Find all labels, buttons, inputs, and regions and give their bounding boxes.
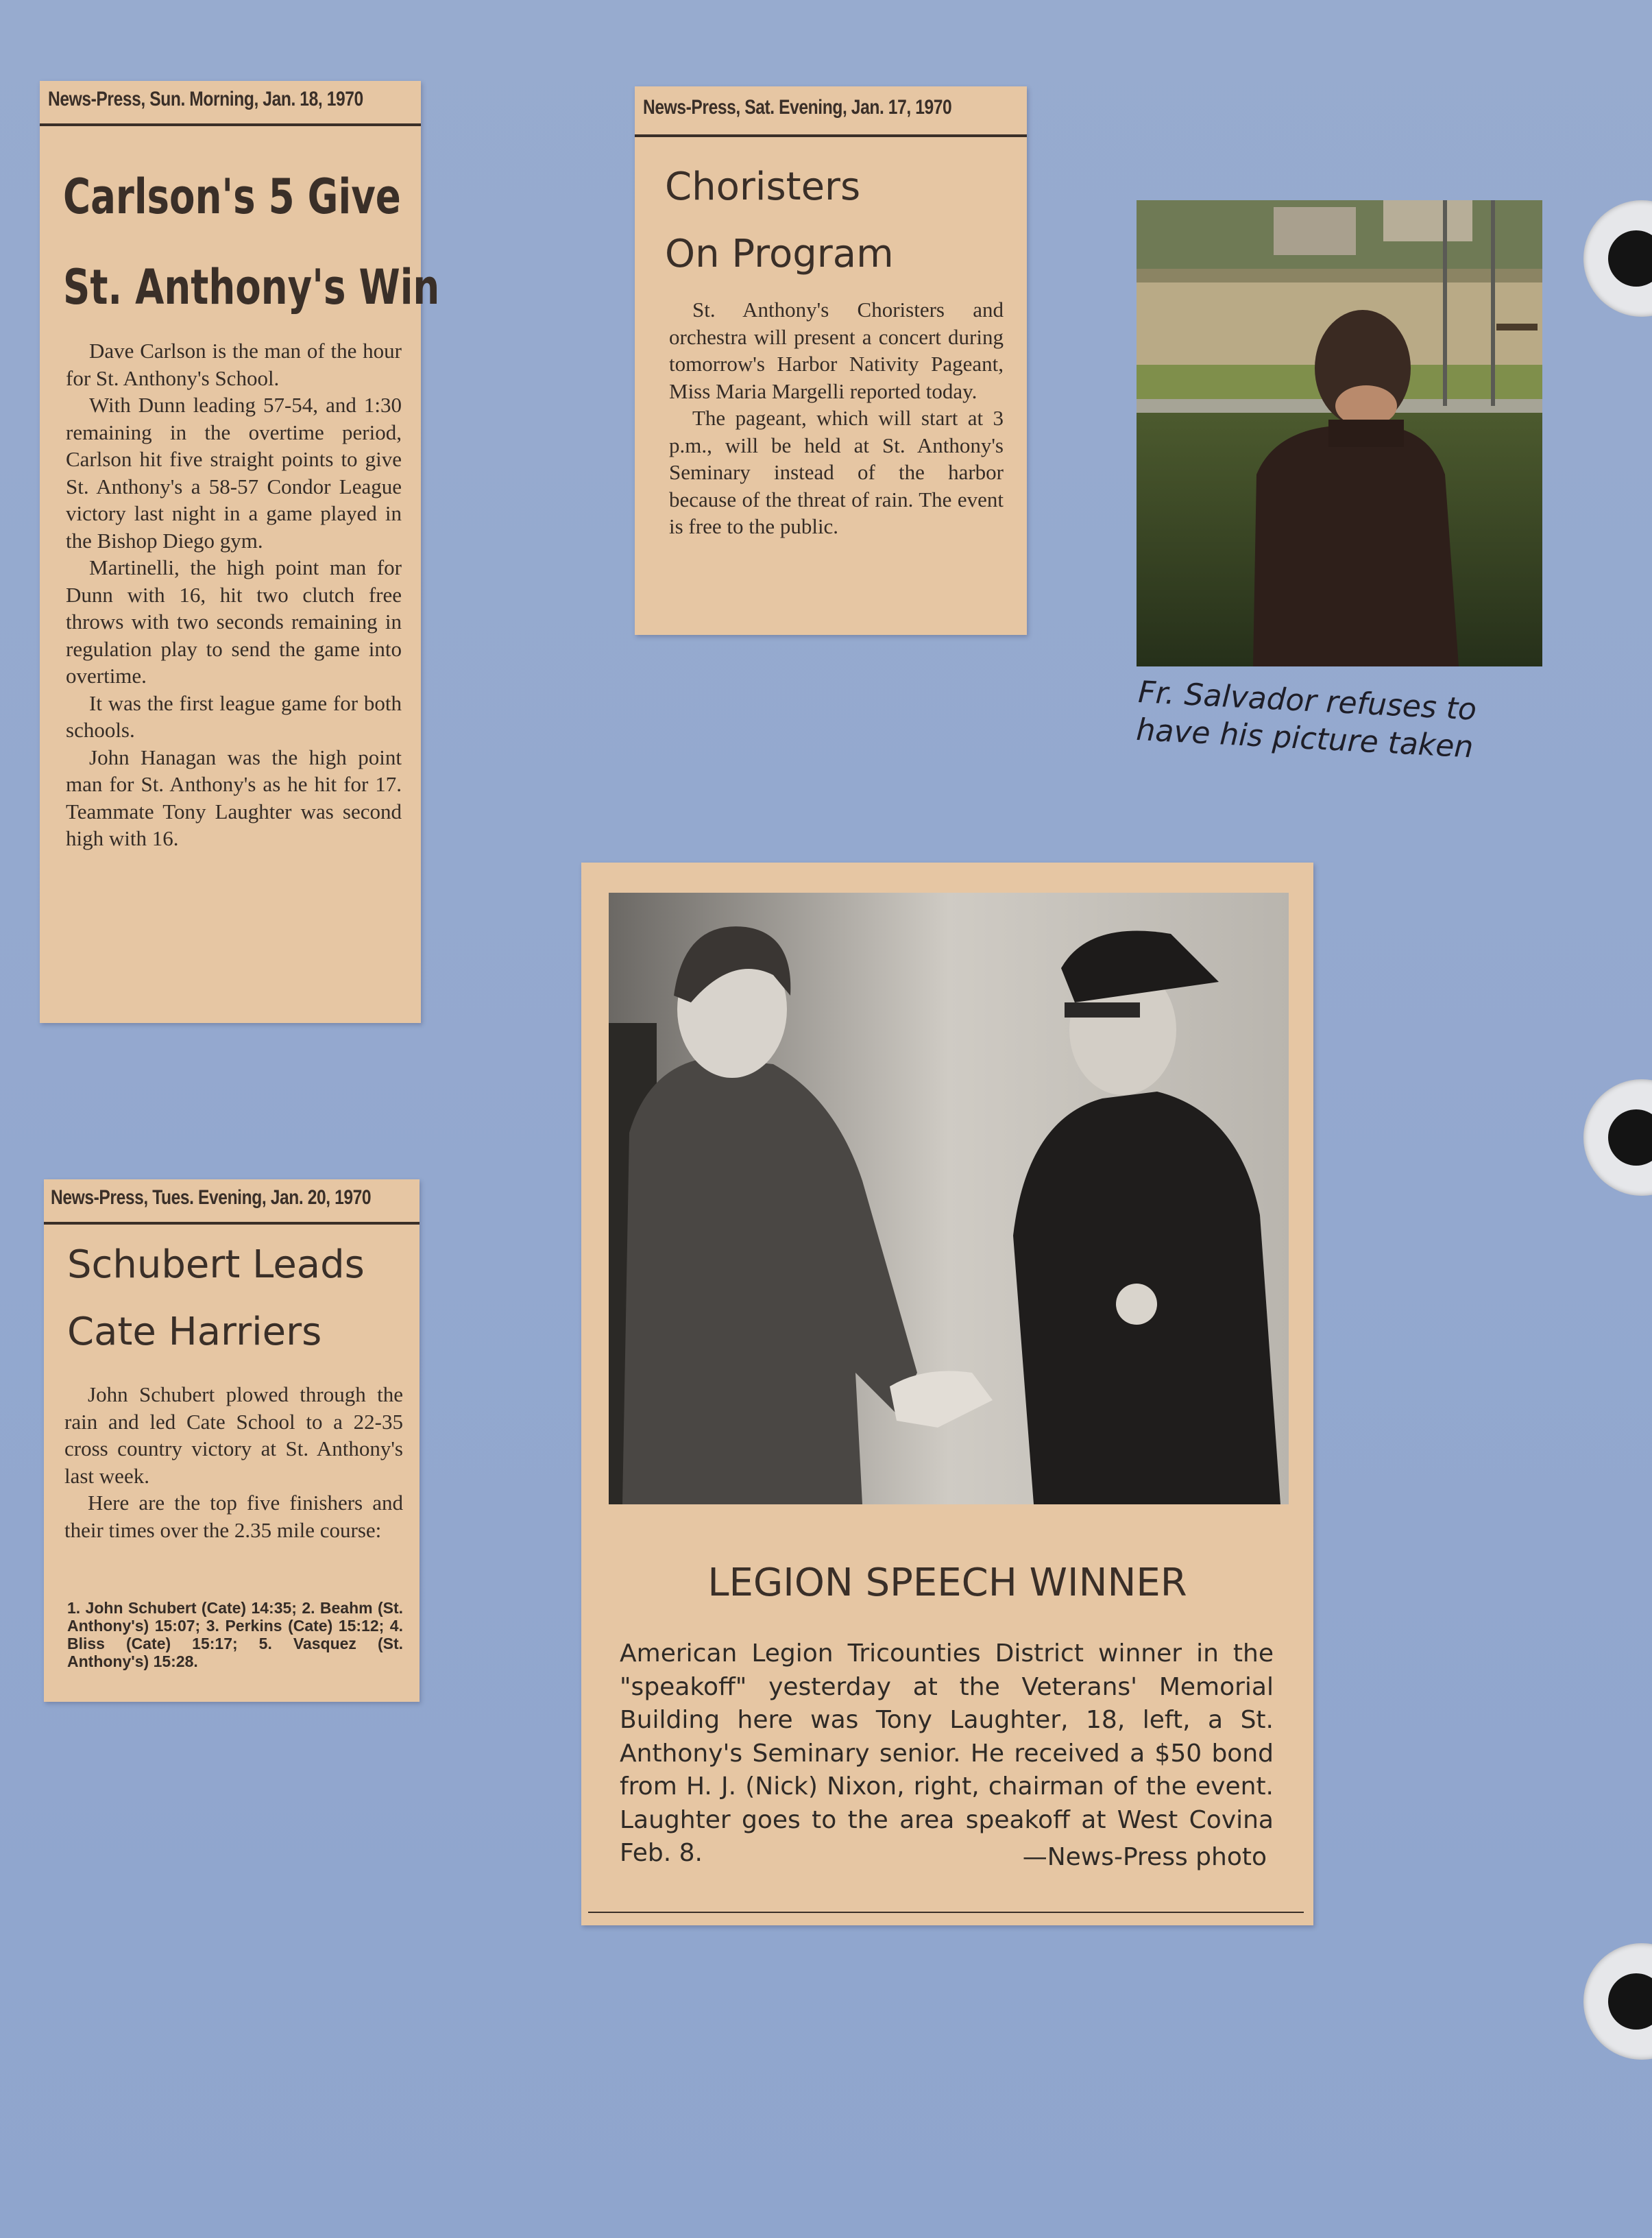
clipping-article-body [669, 296, 1004, 540]
article-paragraph: John Hanagan was the high point man for St. Anthony's as he hit for 17. Teammate Tony Laughter was second high with 16. [66, 745, 402, 850]
article-paragraph: Dave Carlson is the man of the hour for St. Anthony's School. [66, 339, 402, 390]
article-paragraph: St. Anthony's Choristers and orchestra will present a concert during tomorrow's Harbor Nativity Pageant, Miss Maria Margelli reported today. [669, 298, 1004, 403]
dateline-rule [635, 134, 1027, 137]
article-paragraph: The pageant, which will start at 3 p.m., will be held at St. Anthony's Seminary instead of the harbor because of the threat of rain. The event is free to the public. [669, 406, 1004, 538]
clipping-choristers [635, 86, 1027, 635]
dateline-rule [40, 123, 421, 126]
article-paragraph: With Dunn leading 57-54, and 1:30 remaining in the overtime period, Carlson hit five straight points to give St. Anthony's a 58-57 Condor League victory last night in a game played in the Bishop Diego gym. [66, 393, 402, 553]
clipping-basketball [40, 81, 440, 1023]
clipping-headline: On Program [665, 232, 894, 276]
clipping-article-body [66, 337, 402, 852]
clipping-legion [581, 863, 1313, 1925]
race-results: 1. John Schubert (Cate) 14:35; 2. Beahm (St. Anthony's) 15:07; 3. Perkins (Cate) 15:12; 4. Bliss (Cate) 15:17; 5. Vasquez (St. Anthony's) 15:28. [67, 1599, 403, 1670]
clipping-headline: Choristers [665, 165, 861, 209]
news-photo [609, 893, 1289, 1504]
article-paragraph: Here are the top five finishers and their times over the 2.35 mile course: [64, 1491, 403, 1542]
article-paragraph: It was the first league game for both schools. [66, 690, 402, 742]
photo-caption: American Legion Tricounties District winner in the "speakoff" yesterday at the Veterans' Memorial Building here was Tony Laughter, 18, left, a St. Anthony's Seminary senior. He received a $50 bond from H. J. (Nick) Nixon, right, chairman of the event. Laughter goes to the area speakoff at West Covina Feb. 8. [620, 1639, 1274, 1867]
clipping-dateline: News-Press, Sat. Evening, Jan. 17, 1970 [643, 96, 952, 119]
clipping-headline: Carlson's 5 Give [63, 169, 401, 225]
bottom-rule [588, 1912, 1304, 1913]
snapshot-photo [1137, 200, 1542, 666]
article-paragraph: John Schubert plowed through the rain and led Cate School to a 22-35 cross country victory at St. Anthony's last week. [64, 1382, 403, 1488]
clipping-harriers [44, 1179, 420, 1702]
clipping-dateline: News-Press, Sun. Morning, Jan. 18, 1970 [48, 88, 363, 110]
snapshot-photo-image [1137, 200, 1542, 666]
clipping-headline: Cate Harriers [67, 1310, 322, 1354]
clipping-headline: Schubert Leads [67, 1242, 365, 1287]
clipping-dateline: News-Press, Tues. Evening, Jan. 20, 1970 [51, 1186, 372, 1209]
photo-credit: —News-Press photo [1022, 1843, 1267, 1871]
news-photo-image [609, 893, 1289, 1504]
dateline-rule [44, 1222, 420, 1225]
clipping-article-body [64, 1381, 403, 1543]
article-paragraph: Martinelli, the high point man for Dunn with 16, hit two clutch free throws with two seconds remaining in regulation play to send the game into overtime. [66, 555, 402, 688]
handwritten-note: Fr. Salvador refuses to have his picture taken [1135, 674, 1478, 765]
clipping-headline: St. Anthony's Win [63, 259, 440, 315]
clipping-headline: LEGION SPEECH WINNER [707, 1561, 1187, 1605]
